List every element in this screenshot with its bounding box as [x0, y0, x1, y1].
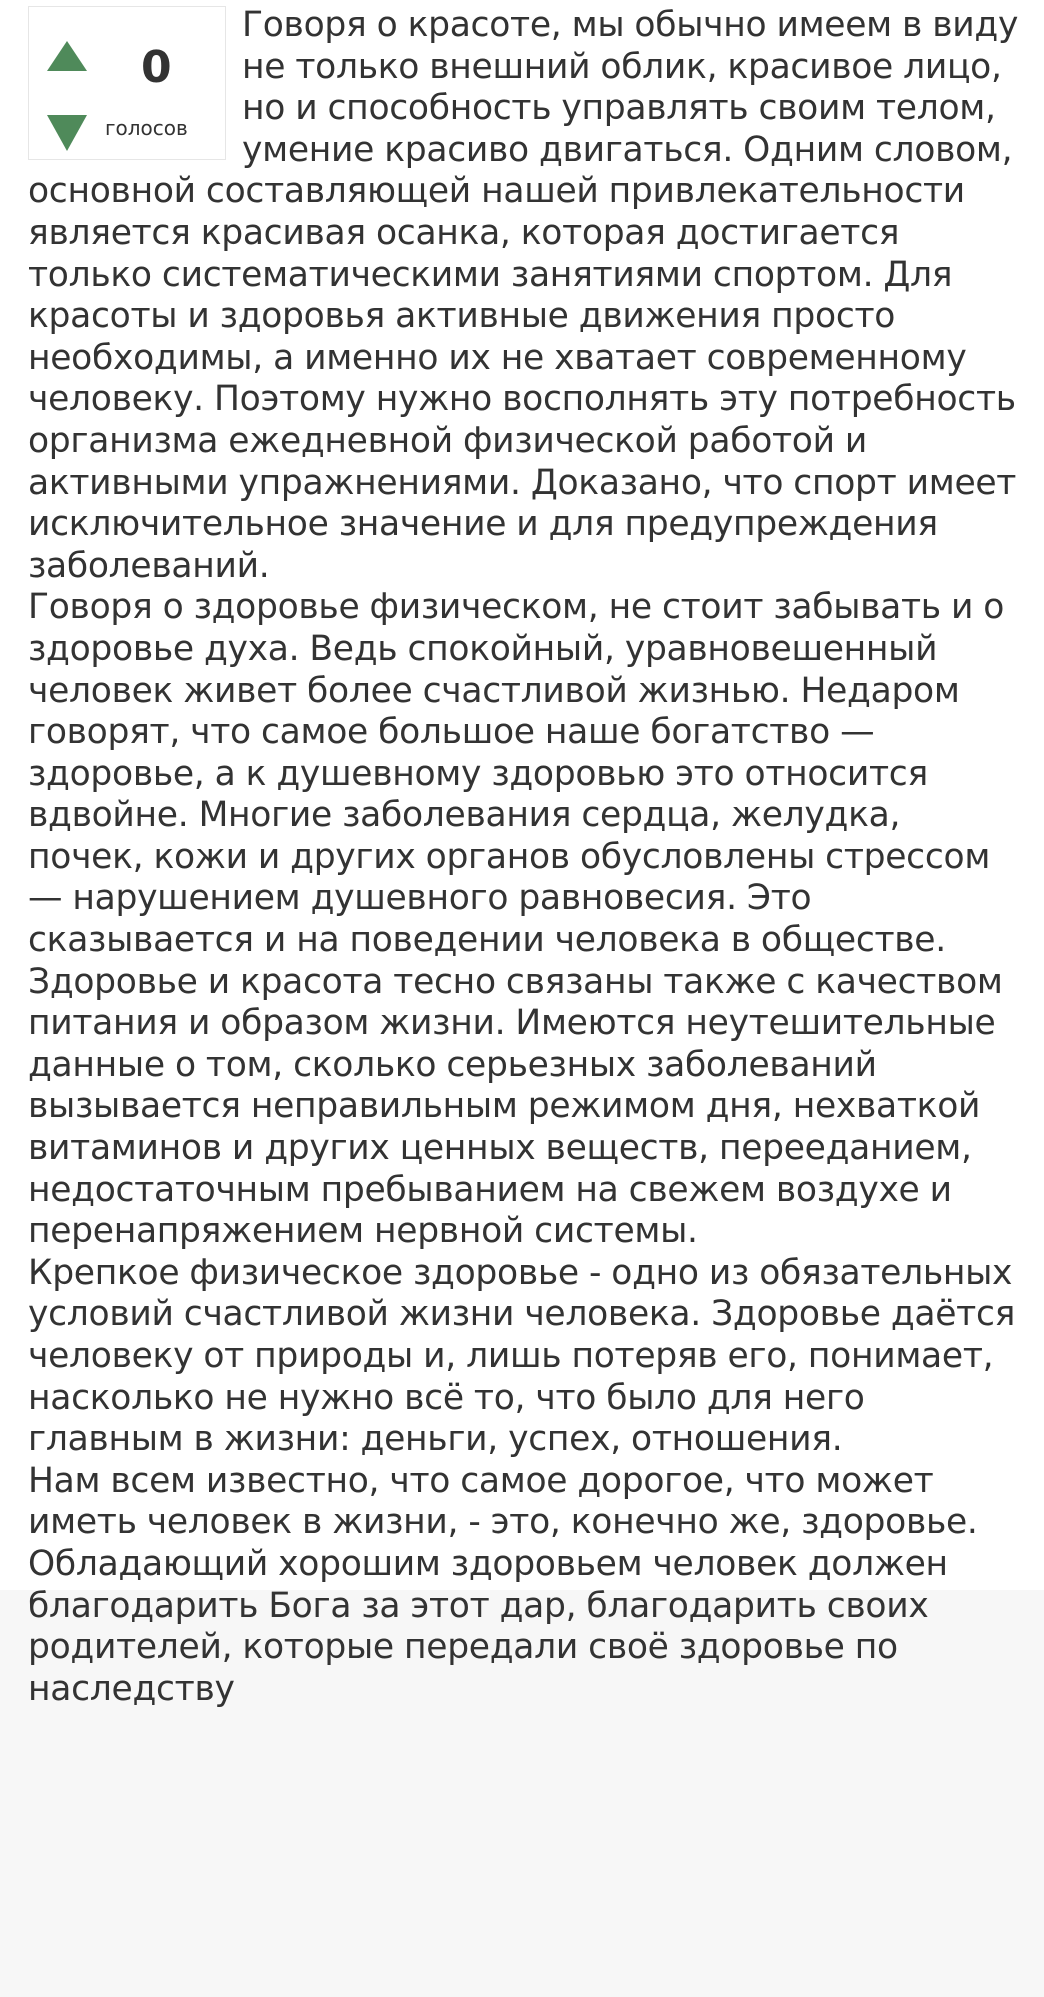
paragraph: Говоря о красоте, мы обычно имеем в виду не только внешний облик, красивое лицо, но и способность управлять своим телом, умение красиво двигаться. Одним словом, основной составляющей нашей привлекательности является красивая осанка, которая достигается только систематическими занятиями спортом. Для красоты и здоровья активные движения просто необходимы, а именно их не хватает современному человеку. Поэтому нужно восполнять эту потребность организма ежедневной физической работой и активными упражнениями. Доказано, что спорт имеет исключительное значение и для предупреждения заболеваний.	[28, 5, 1019, 586]
vote-count: 0	[141, 42, 172, 93]
paragraph: Крепкое физическое здоровье - одно из обязательных условий счастливой жизни человека. Здоровье даётся человеку от природы и, лишь потеряв его, понимает, насколько не нужно всё то, что было для него главным в жизни: деньги, успех, отношения.	[28, 1252, 1016, 1460]
paragraph: Здоровье и красота тесно связаны также с качеством питания и образом жизни. Имеются неутешительные данные о том, сколько серьезных заболеваний вызывается неправильным режимом дня, нехваткой витаминов и других ценных веществ, перееданием, недостаточным пребыванием на свежем воздухе и перенапряжением нервной системы.	[28, 961, 1003, 1252]
vote-label: голосов	[105, 116, 188, 140]
paragraph: Нам всем известно, что самое дорогое, что может иметь человек в жизни, - это, конечно же, здоровье. Обладающий хорошим здоровьем человек должен благодарить Бога за этот дар, благодарить своих родителей, которые передали своё здоровье по наследству	[28, 1460, 978, 1709]
paragraph: Говоря о здоровье физическом, не стоит забывать и о здоровье духа. Ведь спокойный, уравновешенный человек живет более счастливой жизнью. Недаром говорят, что самое большое наше богатство — здоровье, а к душевному здоровью это относится вдвойне. Многие заболевания сердца, желудка, почек, кожи и других органов обусловлены стрессом — нарушением душевного равновесия. Это сказывается и на поведении человека в обществе.	[28, 587, 1005, 961]
